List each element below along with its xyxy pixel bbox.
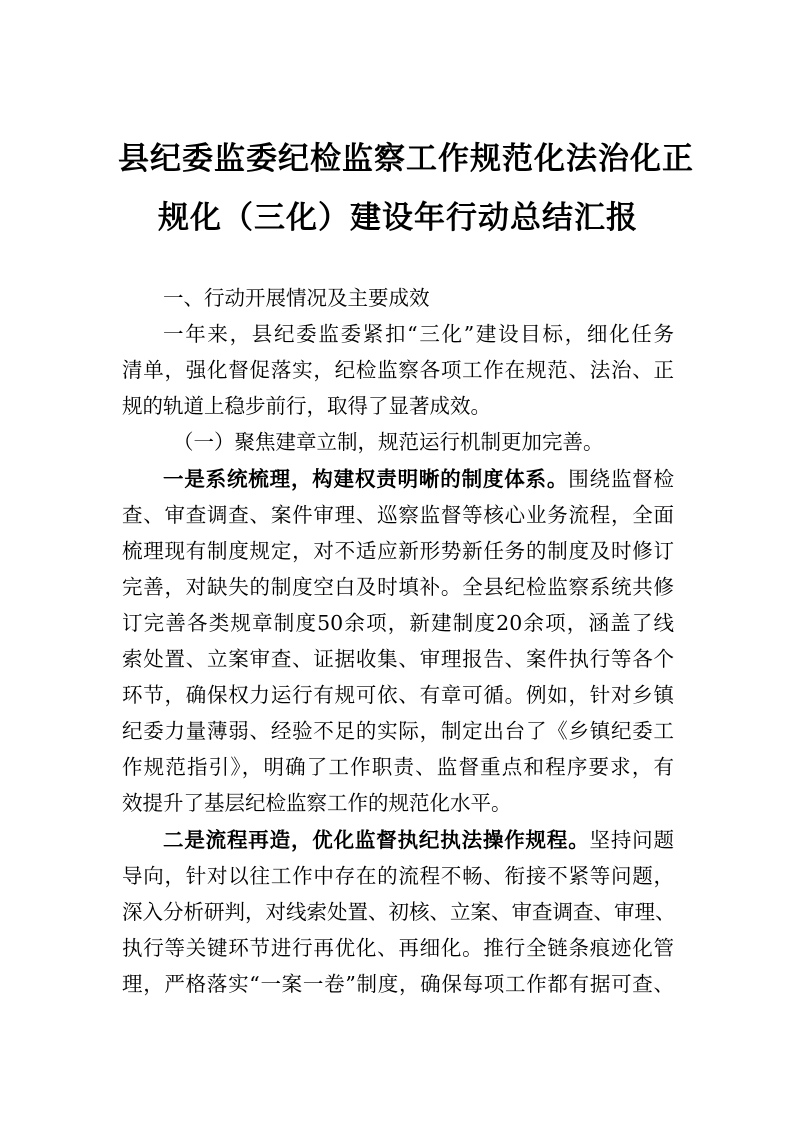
paragraph-lead-sentence: 二是流程再造，优化监督执纪执法操作规程。 <box>163 828 590 852</box>
paragraph-line: 环节，确保权力运行有规可依、有章可循。例如，针对乡镇 <box>122 683 674 707</box>
subsection-heading: （一）聚焦建章立制，规范运行机制更加完善。 <box>173 430 604 454</box>
paragraph-line: 纪委力量薄弱、经验不足的实际，制定出台了《乡镇纪委工 <box>122 719 674 743</box>
paragraph-first-line <box>163 828 674 852</box>
intro-line: 清单，强化督促落实，纪检监察各项工作在规范、法治、正 <box>122 358 674 382</box>
paragraph-first-line <box>163 467 674 491</box>
paragraph-line: 理，严格落实“一案一卷”制度，确保每项工作都有据可查、 <box>122 972 674 996</box>
document-title-line-1: 县纪委监委纪检监察工作规范化法治化正 <box>118 141 694 177</box>
intro-line: 规的轨道上稳步前行，取得了显著成效。 <box>122 394 491 418</box>
document-title-line-2: 规化（三化）建设年行动总结汇报 <box>158 200 638 236</box>
paragraph-line: 梳理现有制度规定，对不适应新形势新任务的制度及时修订 <box>122 539 674 563</box>
paragraph-text: 围绕监督检 <box>568 467 675 491</box>
paragraph-line: 完善，对缺失的制度空白及时填补。全县纪检监察系统共修 <box>122 575 674 599</box>
paragraph-line: 索处置、立案审查、证据收集、审理报告、案件执行等各个 <box>122 647 674 671</box>
paragraph-line: 查、审查调查、案件审理、巡察监督等核心业务流程，全面 <box>122 503 674 527</box>
paragraph-line: 订完善各类规章制度50余项，新建制度20余项，涵盖了线 <box>122 611 674 635</box>
paragraph-line: 效提升了基层纪检监察工作的规范化水平。 <box>122 791 512 815</box>
intro-line: 一年来，县纪委监委紧扣“三化”建设目标，细化任务 <box>163 322 674 346</box>
paragraph-line: 执行等关键环节进行再优化、再细化。推行全链条痕迹化管 <box>122 936 674 960</box>
paragraph-line: 导向，针对以往工作中存在的流程不畅、衔接不紧等问题， <box>122 864 674 888</box>
paragraph-lead-sentence: 一是系统梳理，构建权责明晰的制度体系。 <box>163 467 569 491</box>
paragraph-text: 坚持问题 <box>589 828 675 852</box>
paragraph-line: 深入分析研判，对线索处置、初核、立案、审查调查、审理、 <box>122 900 676 924</box>
paragraph-line: 作规范指引》，明确了工作职责、监督重点和程序要求，有 <box>122 755 674 779</box>
section-heading: 一、行动开展情况及主要成效 <box>163 286 430 310</box>
